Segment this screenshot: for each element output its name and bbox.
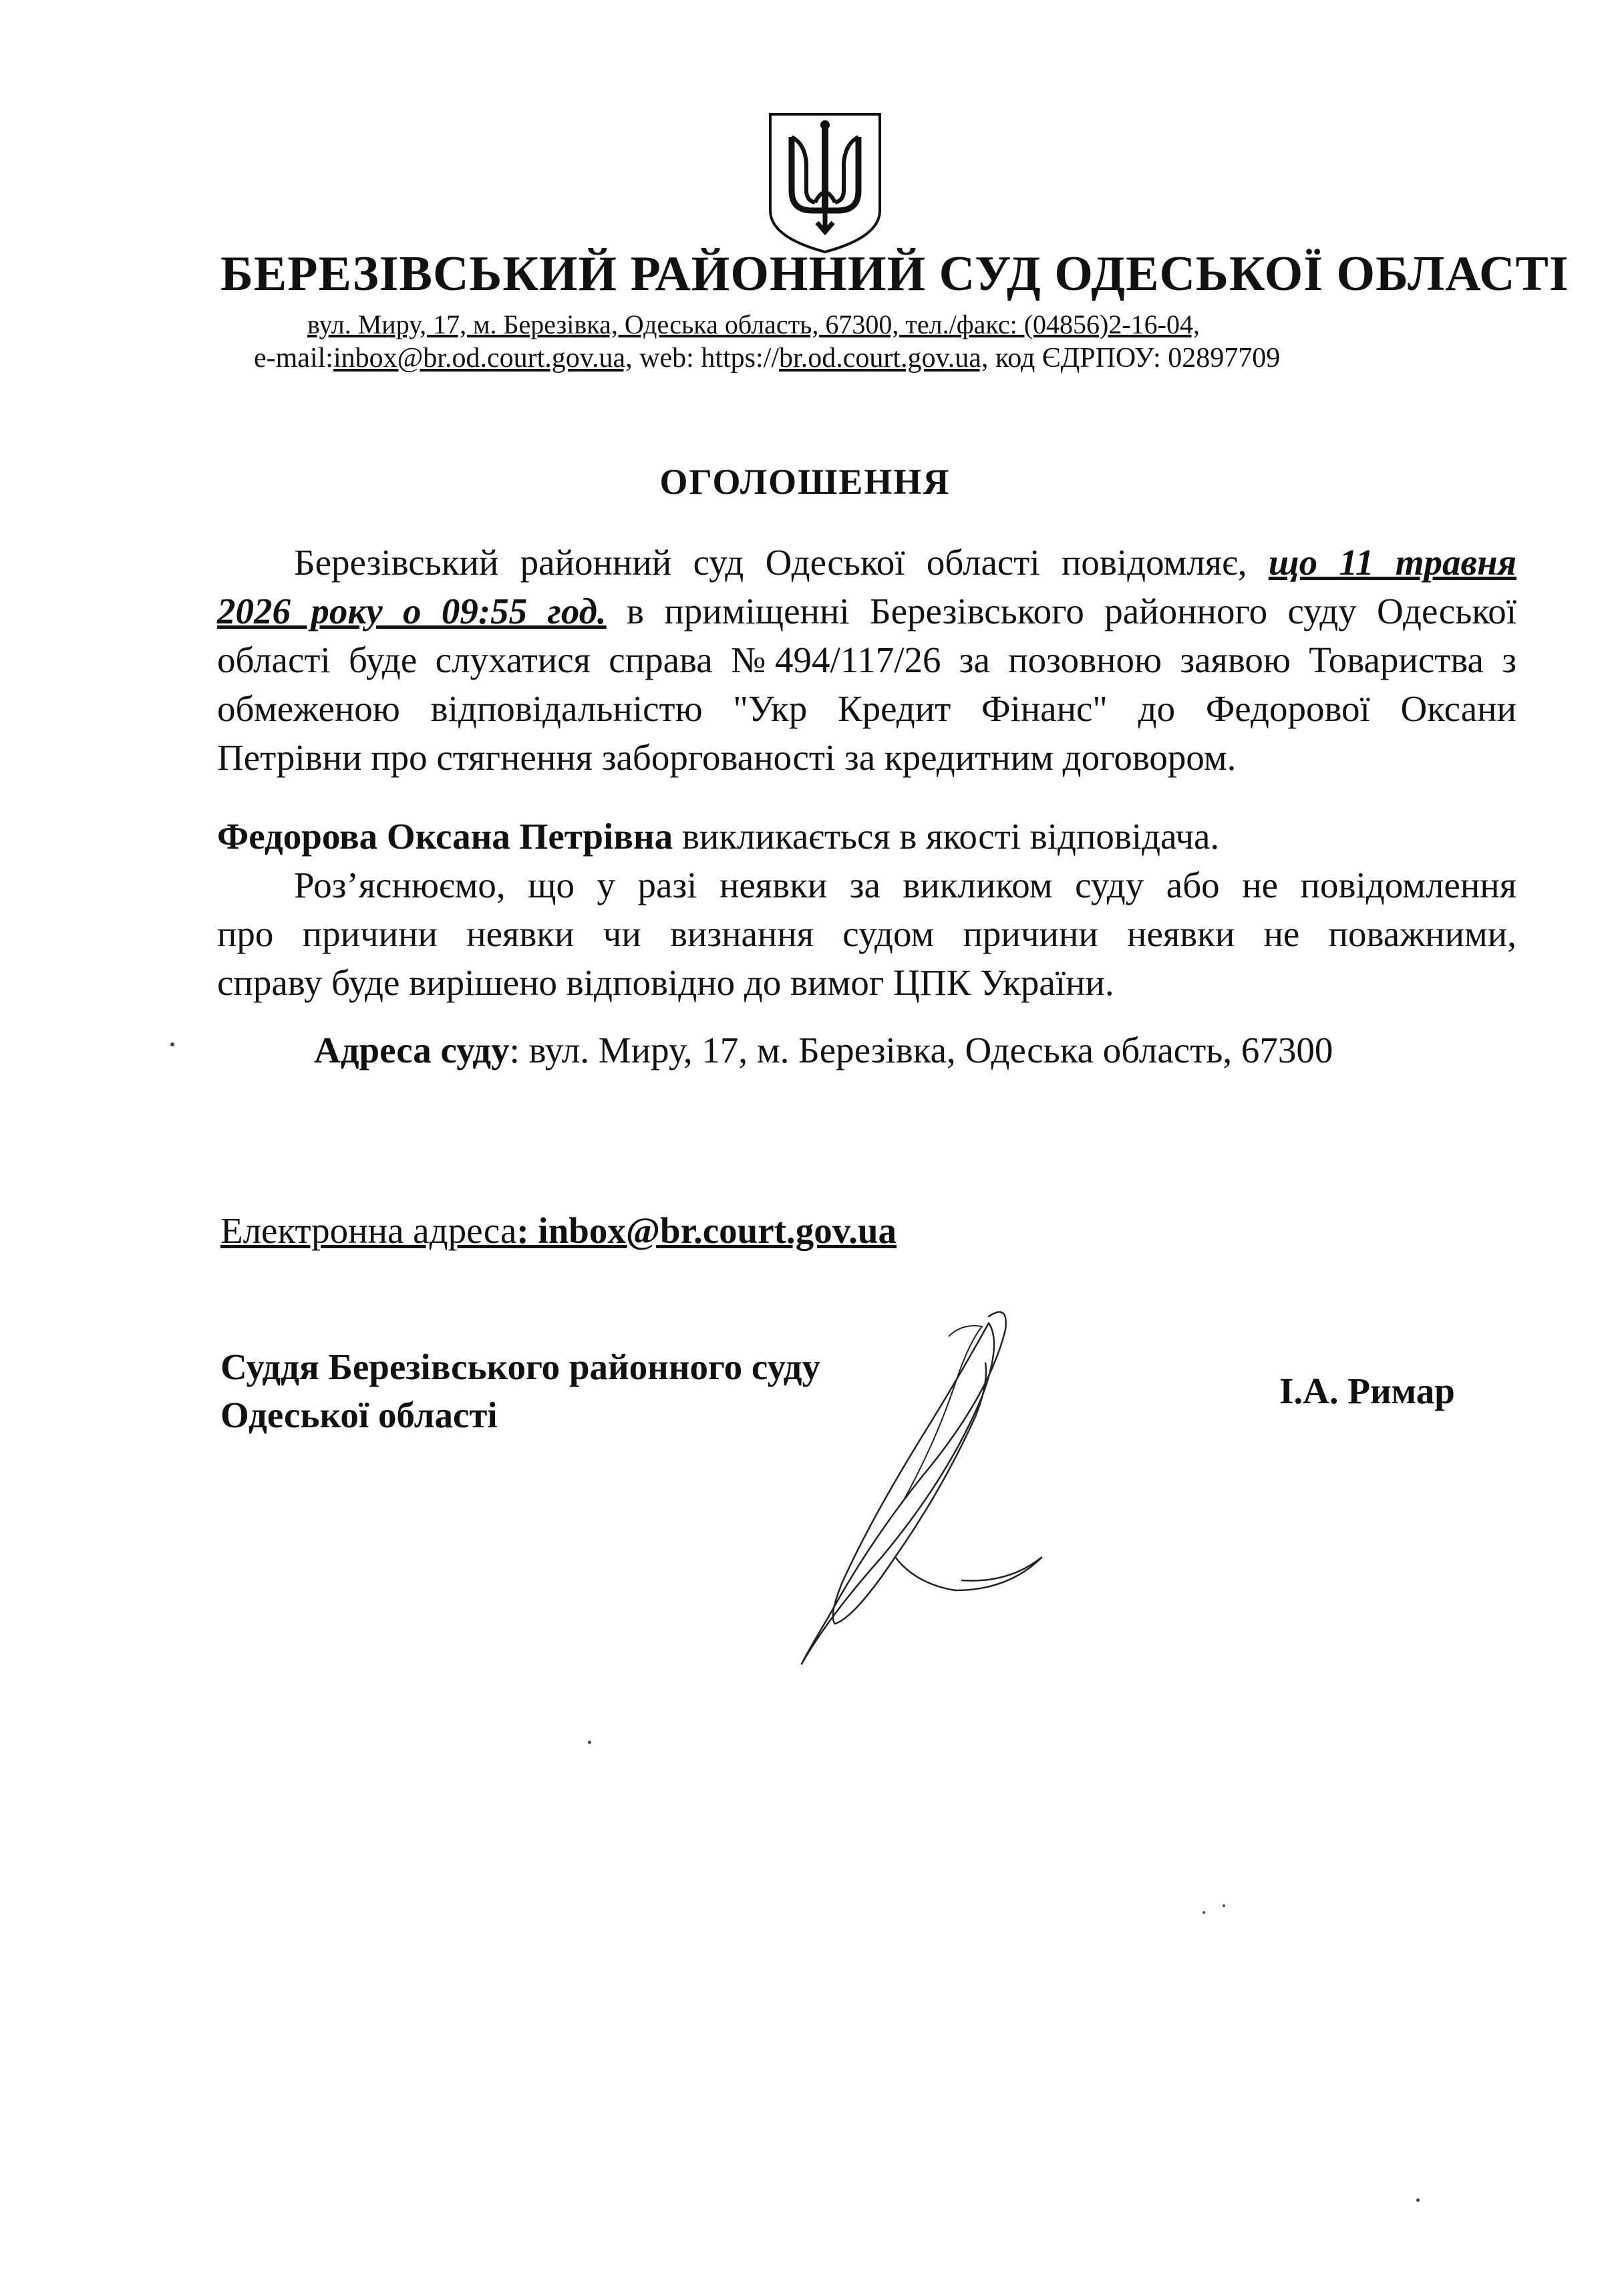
court-contacts-line xyxy=(254,342,1280,374)
notice-line: Петрівни про стягнення заборгованості за кредитним договором. xyxy=(217,737,1237,778)
coat-of-arms-icon xyxy=(765,110,885,256)
court-address-value: : вул. Миру, 17, м. Березівка, Одеська область, 67300 xyxy=(509,1030,1333,1070)
notice-paragraph xyxy=(217,538,1516,782)
court-address-label: Адреса суду xyxy=(314,1030,510,1070)
warning-line: про причини неявки чи визнання судом причини неявки не поважними, xyxy=(217,913,1516,954)
warning-line: Роз’яснюємо, що у разі неявки за викликом суду або не повідомлення xyxy=(294,865,1516,905)
scan-speck xyxy=(1416,2198,1420,2202)
signature-icon xyxy=(788,1303,1069,1677)
hearing-time: 2026 року о 09:55 год. xyxy=(217,591,607,631)
defendant-paragraph xyxy=(217,812,1516,1007)
document-title: ОГОЛОШЕННЯ xyxy=(659,462,951,502)
judge-position-line: Одеської області xyxy=(220,1395,498,1435)
defendant-line: Федорова Оксана Петрівна викликається в якості відповідача. xyxy=(217,816,1220,857)
court-web-link[interactable]: br.od.court.gov.ua, xyxy=(779,343,989,374)
judge-position-line: Суддя Березівського районного суду xyxy=(220,1346,820,1387)
notice-line: Березівський районний суд Одеської області повідомляє, що 11 травня xyxy=(294,542,1516,583)
defendant-name: Федорова Оксана Петрівна xyxy=(217,816,673,857)
email-label: e-mail: xyxy=(254,343,333,374)
scan-speck xyxy=(170,1042,174,1046)
judge-name: І.А. Римар xyxy=(1279,1371,1455,1411)
electronic-address-label: Електронна адреса xyxy=(220,1210,517,1251)
court-address xyxy=(314,1029,1333,1071)
scan-speck xyxy=(1223,1904,1225,1907)
electronic-address xyxy=(220,1209,897,1252)
notice-line: обмеженою відповідальністю "Укр Кредит Фінанс" до Федорової Оксани xyxy=(217,688,1516,729)
edrpou-code: код ЄДРПОУ: 02897709 xyxy=(988,343,1281,374)
hearing-date: що 11 травня xyxy=(1268,542,1516,583)
electronic-address-link[interactable]: : inbox@br.court.gov.ua xyxy=(516,1210,897,1251)
court-email-link[interactable]: inbox@br.od.court.gov.ua, xyxy=(333,343,633,374)
court-name: БЕРЕЗІВСЬКИЙ РАЙОННИЙ СУД ОДЕСЬКОЇ ОБЛАСТІ xyxy=(220,247,1569,301)
warning-line: справу буде вирішено відповідно до вимог ЦПК України. xyxy=(217,962,1114,1003)
court-address-line: вул. Миру, 17, м. Березівка, Одеська область, 67300, тел./факс: (04856)2-16-04, xyxy=(307,309,1200,339)
judge-position xyxy=(220,1343,820,1439)
notice-line: 2026 року о 09:55 год. в приміщенні Березівського районного суду Одеської xyxy=(217,591,1517,631)
notice-line: області буде слухатися справа №494/117/26 за позовною заявою Товариства з xyxy=(217,639,1516,680)
scan-speck xyxy=(588,1741,591,1744)
scan-speck xyxy=(1202,1911,1205,1914)
web-label: web: https:// xyxy=(632,343,780,374)
